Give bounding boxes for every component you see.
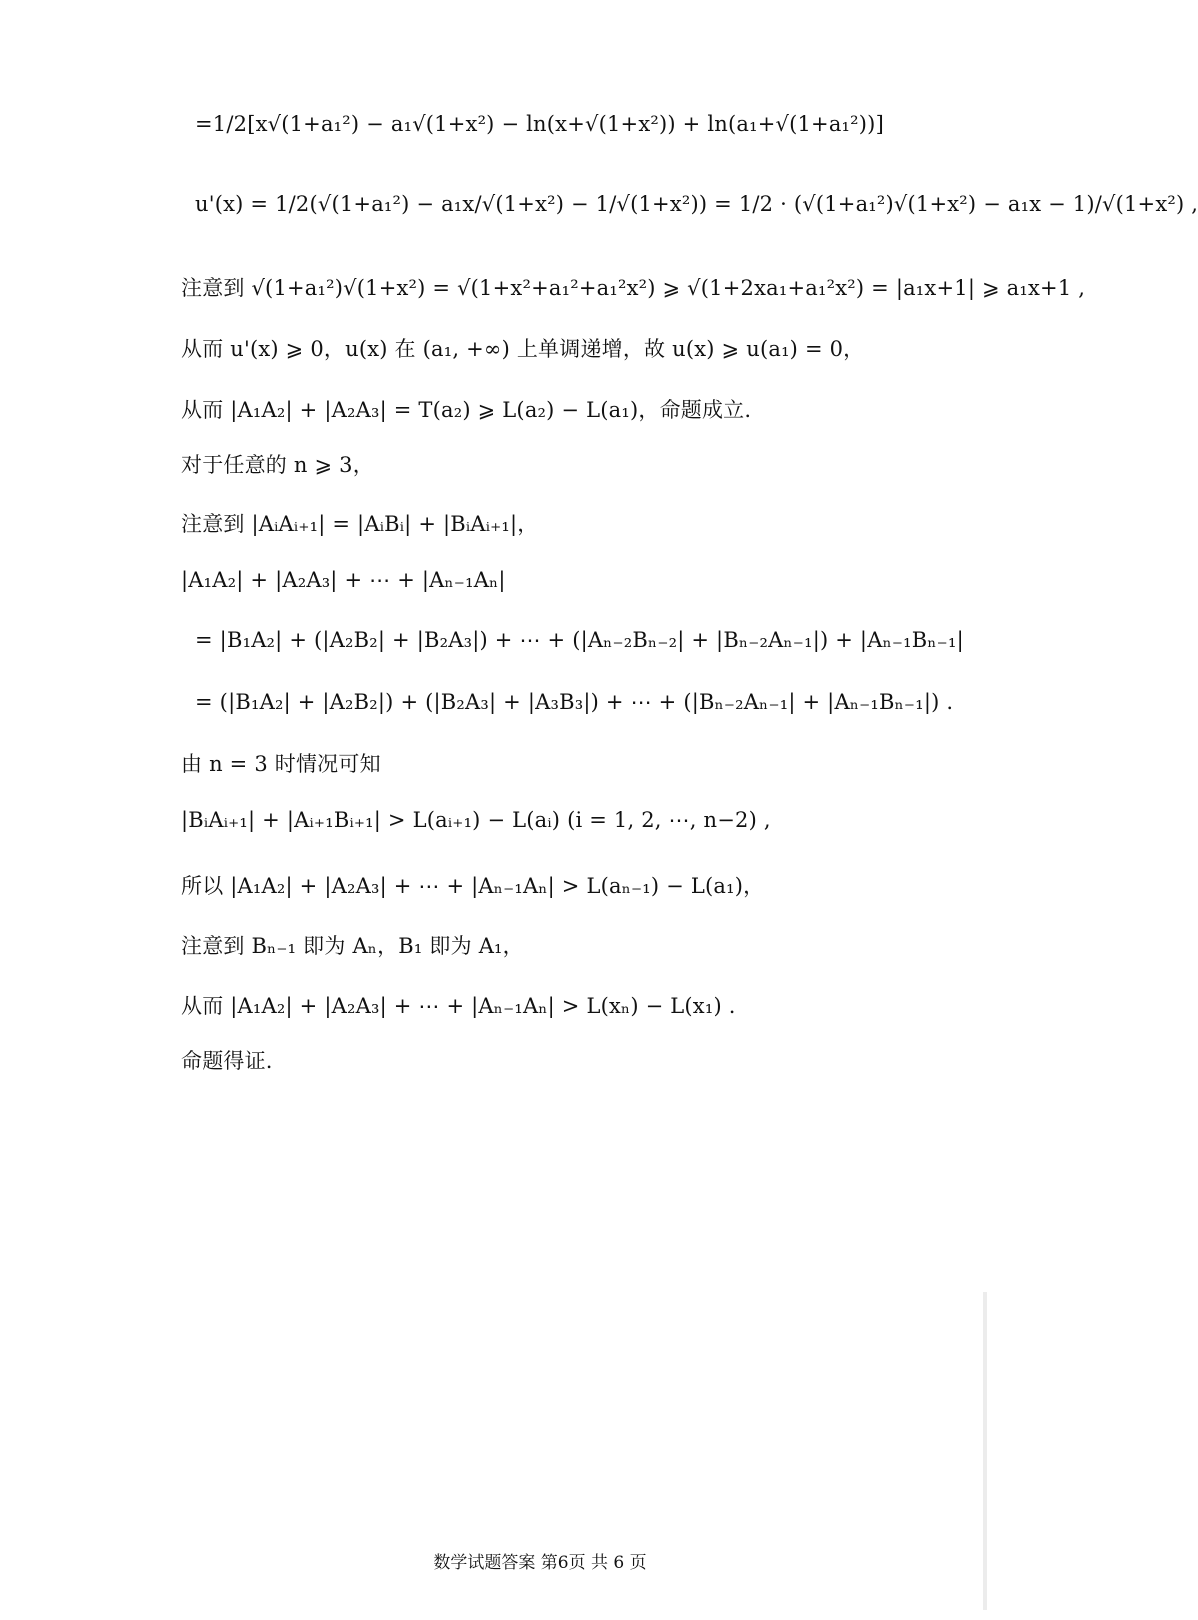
page-footer: 数学试题答案 第6页 共 6 页 — [433, 1553, 647, 1573]
math-line-4: 从而 u'(x) ⩾ 0，u(x) 在 (a₁, +∞) 上单调递增，故 u(x) ⩾ u(a₁) = 0， — [181, 337, 865, 361]
math-line-8: |A₁A₂| + |A₂A₃| + ⋯ + |Aₙ₋₁Aₙ| — [181, 568, 506, 592]
math-line-11: 由 n = 3 时情况可知 — [181, 752, 381, 776]
math-line-12: |BᵢAᵢ₊₁| + |Aᵢ₊₁Bᵢ₊₁| > L(aᵢ₊₁) − L(aᵢ) (i = 1, 2, ⋯, n−2) , — [181, 808, 771, 832]
math-line-15: 从而 |A₁A₂| + |A₂A₃| + ⋯ + |Aₙ₋₁Aₙ| > L(xₙ) − L(x₁) . — [181, 994, 736, 1018]
math-line-10: = (|B₁A₂| + |A₂B₂|) + (|B₂A₃| + |A₃B₃|) + ⋯ + (|Bₙ₋₂Aₙ₋₁| + |Aₙ₋₁Bₙ₋₁|) . — [195, 690, 954, 714]
math-line-1: =1/2[x√(1+a₁²) − a₁√(1+x²) − ln(x+√(1+x²)) + ln(a₁+√(1+a₁²))] — [195, 112, 884, 136]
math-line-5: 从而 |A₁A₂| + |A₂A₃| = T(a₂) ⩾ L(a₂) − L(a₁)，命题成立. — [181, 398, 752, 422]
math-line-6: 对于任意的 n ⩾ 3， — [181, 453, 374, 477]
math-line-2: u'(x) = 1/2(√(1+a₁²) − a₁x/√(1+x²) − 1/√(1+x²)) = 1/2 · (√(1+a₁²)√(1+x²) − a₁x − 1)/√(1+x²) , — [195, 192, 1198, 216]
math-line-13: 所以 |A₁A₂| + |A₂A₃| + ⋯ + |Aₙ₋₁Aₙ| > L(aₙ₋₁) − L(a₁)， — [181, 874, 765, 898]
math-line-7: 注意到 |AᵢAᵢ₊₁| = |AᵢBᵢ| + |BᵢAᵢ₊₁|， — [181, 512, 539, 536]
math-line-3: 注意到 √(1+a₁²)√(1+x²) = √(1+x²+a₁²+a₁²x²) ⩾ √(1+2xa₁+a₁²x²) = |a₁x+1| ⩾ a₁x+1 , — [181, 276, 1086, 300]
math-line-14: 注意到 Bₙ₋₁ 即为 Aₙ，B₁ 即为 A₁， — [181, 934, 524, 958]
math-line-16: 命题得证. — [181, 1049, 273, 1073]
math-line-9: = |B₁A₂| + (|A₂B₂| + |B₂A₃|) + ⋯ + (|Aₙ₋₂Bₙ₋₂| + |Bₙ₋₂Aₙ₋₁|) + |Aₙ₋₁Bₙ₋₁| — [195, 628, 964, 652]
scan-edge-shadow — [983, 1292, 987, 1610]
